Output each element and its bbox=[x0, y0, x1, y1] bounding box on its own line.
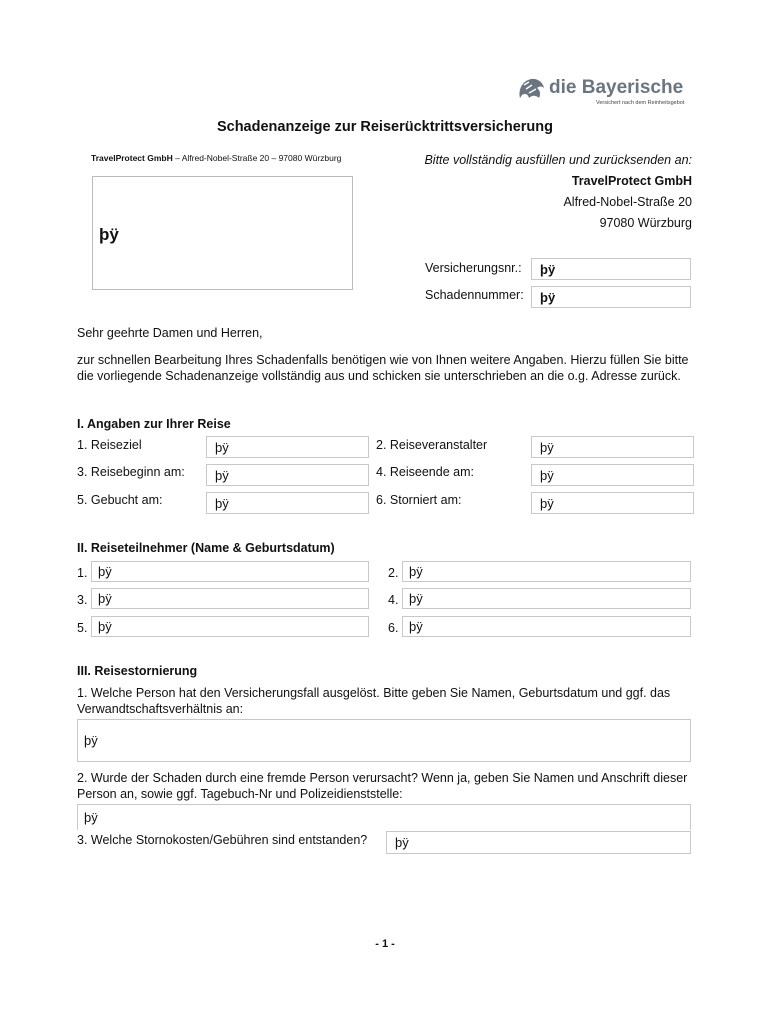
participant-2-field[interactable] bbox=[402, 561, 691, 582]
policy-number-field[interactable] bbox=[531, 258, 691, 280]
tour-operator-label: 2. Reiseveranstalter bbox=[376, 438, 488, 452]
booked-on-label: 5. Gebucht am: bbox=[77, 493, 163, 507]
question-3-field[interactable] bbox=[386, 831, 691, 854]
participant-4-label: 4. bbox=[388, 593, 399, 607]
cancelled-on-label: 6. Storniert am: bbox=[376, 493, 462, 507]
tour-operator-value: þÿ bbox=[540, 439, 554, 455]
page-number: - 1 - bbox=[375, 938, 395, 950]
question-3-text: 3. Welche Stornokosten/Gebühren sind entstanden? bbox=[77, 833, 368, 847]
section-3-heading: III. Reisestornierung bbox=[77, 664, 198, 678]
sender-address: – Alfred-Nobel-Straße 20 – 97080 Würzburg bbox=[172, 153, 342, 163]
salutation: Sehr geehrte Damen und Herren, bbox=[77, 326, 263, 340]
travel-start-field[interactable] bbox=[206, 464, 369, 486]
recipient-street: Alfred-Nobel-Straße 20 bbox=[563, 195, 692, 209]
address-field[interactable] bbox=[92, 176, 353, 290]
participant-6-label: 6. bbox=[388, 621, 399, 635]
tour-operator-field[interactable] bbox=[531, 436, 694, 458]
section-1-heading: I. Angaben zur Ihrer Reise bbox=[77, 417, 231, 431]
question-1-text: 1. Welche Person hat den Versicherungsfall ausgelöst. Bitte geben Sie Namen, Geburtsdatum und ggf. das Verwandtschaftsverhältnis an: bbox=[77, 686, 671, 716]
booked-on-field[interactable] bbox=[206, 492, 369, 514]
travel-start-value: þÿ bbox=[215, 467, 229, 483]
participant-2-label: 2. bbox=[388, 566, 399, 580]
travel-destination-label: 1. Reiseziel bbox=[77, 438, 142, 452]
participant-3-label: 3. bbox=[77, 593, 88, 607]
instruction-text: Bitte vollständig ausfüllen und zurücksenden an: bbox=[424, 153, 692, 167]
participant-6-field[interactable] bbox=[402, 616, 691, 637]
participant-6-value: þÿ bbox=[409, 619, 423, 634]
travel-destination-value: þÿ bbox=[215, 439, 229, 455]
claim-number-label: Schadennummer: bbox=[425, 288, 524, 302]
question-2-text: 2. Wurde der Schaden durch eine fremde Person verursacht? Wenn ja, geben Sie Namen und Anschrift dieser Person an, sowie ggf. Tagebuch-Nr und Polizeidienststelle: bbox=[77, 771, 688, 801]
participant-1-value: þÿ bbox=[98, 564, 112, 579]
recipient-city: 97080 Würzburg bbox=[599, 216, 692, 230]
question-2-field[interactable] bbox=[77, 804, 691, 830]
question-2-value: þÿ bbox=[84, 810, 98, 825]
question-1-value: þÿ bbox=[84, 733, 98, 748]
section-2-heading: II. Reiseteilnehmer (Name & Geburtsdatum) bbox=[77, 541, 335, 555]
page-title: Schadenanzeige zur Reiserücktrittsversicherung bbox=[216, 119, 554, 135]
participant-5-value: þÿ bbox=[98, 619, 112, 634]
participant-2-value: þÿ bbox=[409, 564, 423, 579]
question-1-field[interactable] bbox=[77, 719, 691, 762]
travel-end-value: þÿ bbox=[540, 467, 554, 483]
policy-number-value: þÿ bbox=[540, 261, 556, 277]
intro-paragraph: zur schnellen Bearbeitung Ihres Schadenfalls benötigen wie von Ihnen weitere Angaben. Hierzu füllen Sie bitte die vorliegende Schadenanzeige vollständig aus und schicken sie unterschrieben an die o.g. Adresse zurück. bbox=[77, 353, 689, 383]
participant-5-field[interactable] bbox=[91, 616, 369, 637]
question-3-value: þÿ bbox=[395, 835, 409, 850]
sender-line bbox=[91, 153, 341, 163]
claim-number-value: þÿ bbox=[540, 289, 556, 305]
participant-4-value: þÿ bbox=[409, 591, 423, 606]
brand-tagline: Versichert nach dem Reinheitsgebot bbox=[596, 100, 685, 106]
travel-end-label: 4. Reiseende am: bbox=[376, 465, 474, 479]
participant-4-field[interactable] bbox=[402, 588, 691, 609]
participant-1-label: 1. bbox=[77, 566, 88, 580]
travel-end-field[interactable] bbox=[531, 464, 694, 486]
participant-3-value: þÿ bbox=[98, 591, 112, 606]
policy-number-label: Versicherungsnr.: bbox=[425, 261, 522, 275]
booked-on-value: þÿ bbox=[215, 495, 229, 511]
participant-3-field[interactable] bbox=[91, 588, 369, 609]
claim-number-field[interactable] bbox=[531, 286, 691, 308]
travel-destination-field[interactable] bbox=[206, 436, 369, 458]
participant-1-field[interactable] bbox=[91, 561, 369, 582]
brand-name: die Bayerische bbox=[549, 77, 684, 98]
lion-icon bbox=[516, 76, 546, 104]
recipient-company: TravelProtect GmbH bbox=[571, 174, 692, 188]
cancelled-on-value: þÿ bbox=[540, 495, 554, 511]
address-field-value: þÿ bbox=[99, 225, 119, 244]
brand-logo bbox=[516, 76, 686, 110]
participant-5-label: 5. bbox=[77, 621, 88, 635]
travel-start-label: 3. Reisebeginn am: bbox=[77, 465, 185, 479]
sender-company: TravelProtect GmbH bbox=[91, 153, 173, 163]
cancelled-on-field[interactable] bbox=[531, 492, 694, 514]
